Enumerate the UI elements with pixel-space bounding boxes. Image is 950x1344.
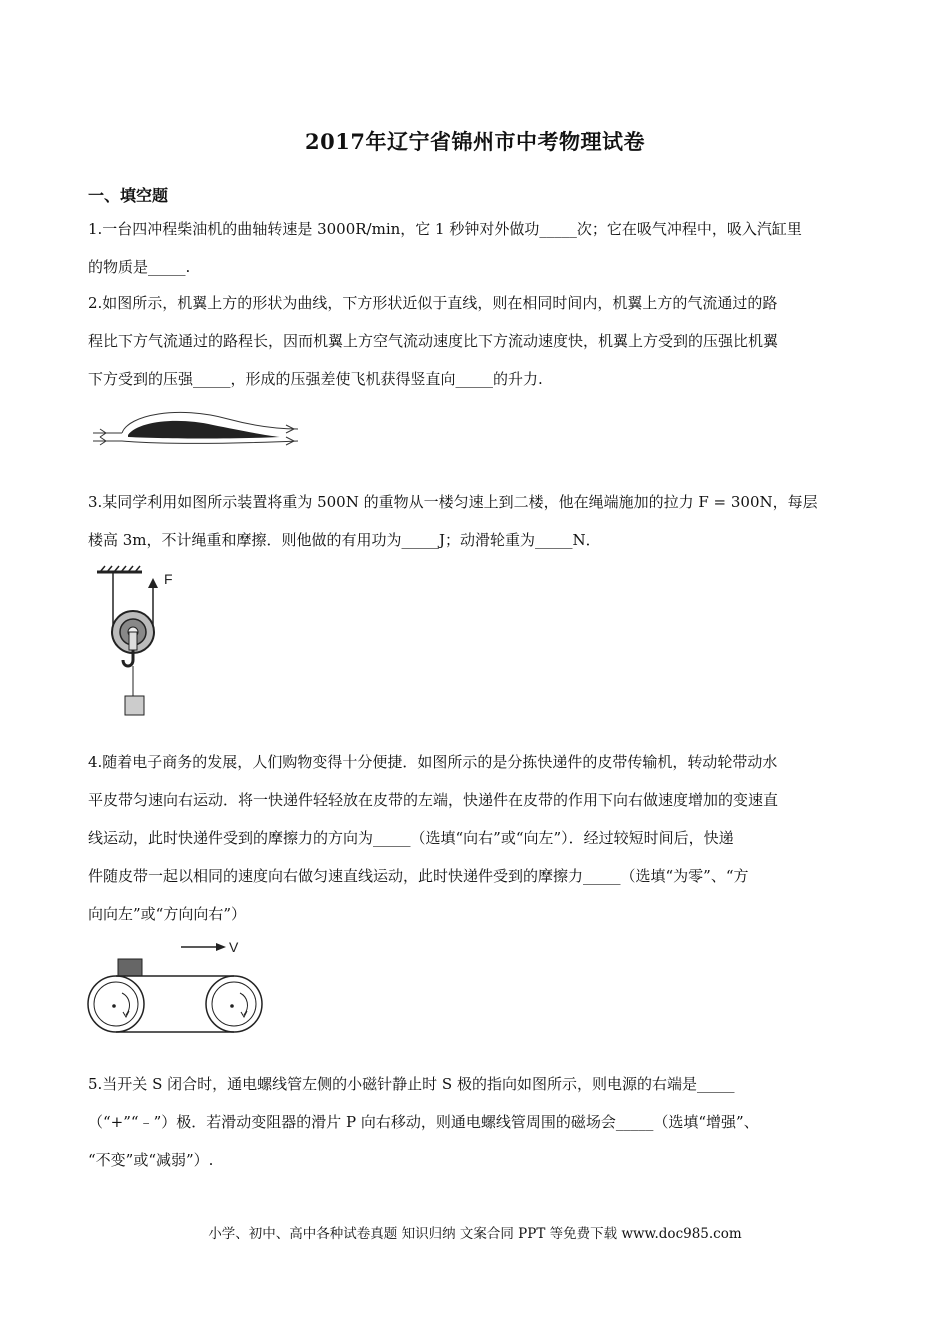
wing-shape xyxy=(128,421,280,439)
question-line: 的物质是_____. xyxy=(88,258,191,276)
question-line: 线运动，此时快递件受到的摩擦力的方向为_____（选填“向右”或“向左”）．经过较短时间后，快递 xyxy=(88,829,734,847)
question-line: 程比下方气流通过的路程长，因而机翼上方空气流动速度比下方流动速度快，机翼上方受到的压强比机翼 xyxy=(88,332,779,350)
question-line: 楼高 3m，不计绳重和摩擦．则他做的有用功为_____J；动滑轮重为_____N． xyxy=(88,531,601,549)
question-line: 下方受到的压强_____，形成的压强差使飞机获得竖直向_____的升力. xyxy=(88,370,543,388)
question-line: 4.随着电子商务的发展，人们购物变得十分便捷．如图所示的是分拣快递件的皮带传输机，转动轮带动水 xyxy=(88,753,778,771)
weight-block xyxy=(125,696,144,715)
question-1 xyxy=(88,210,863,286)
question-line: 2.如图所示，机翼上方的形状为曲线，下方形状近似于直线，则在相同时间内，机翼上方的气流通过的路 xyxy=(88,294,778,312)
conveyor-belt-figure xyxy=(86,935,266,1035)
question-line: 平皮带匀速向右运动．将一快递件轻轻放在皮带的左端，快递件在皮带的作用下向右做速度增加的变速直 xyxy=(88,791,779,809)
package-block xyxy=(118,959,142,976)
question-line: 向向左”或“方向向右”） xyxy=(88,905,247,923)
pulley-figure xyxy=(92,562,187,722)
question-2 xyxy=(88,284,863,398)
section-heading: 一、填空题 xyxy=(88,186,169,205)
force-label: F xyxy=(164,571,173,587)
question-4 xyxy=(88,743,863,933)
question-line: 1.一台四冲程柴油机的曲轴转速是 3000R/min，它 1 秒钟对外做功_____次；它在吸气冲程中，吸入汽缸里 xyxy=(88,220,802,238)
velocity-label: V xyxy=(229,939,239,955)
wing-airflow-figure xyxy=(88,405,303,455)
page-footer: 小学、初中、高中各种试卷真题 知识归纳 文案合同 PPT 等免费下载 www.doc985.com xyxy=(208,1226,742,1242)
question-line: 件随皮带一起以相同的速度向右做匀速直线运动，此时快递件受到的摩擦力_____（选填“为零”、“方 xyxy=(88,867,749,885)
question-line: （“+”“﹣”）极．若滑动变阻器的滑片 P 向右移动，则通电螺线管周围的磁场会_____（选填“增强”、 xyxy=(88,1113,759,1131)
question-line: 5.当开关 S 闭合时，通电螺线管左侧的小磁针静止时 S 极的指向如图所示，则电源的右端是_____ xyxy=(88,1075,735,1093)
question-line: “不变”或“减弱”）. xyxy=(88,1151,214,1169)
question-line: 3.某同学利用如图所示装置将重为 500N 的重物从一楼匀速上到二楼，他在绳端施加的拉力 F = 300N，每层 xyxy=(88,493,818,511)
question-5 xyxy=(88,1065,863,1179)
question-3 xyxy=(88,483,863,559)
page-title: 2017年辽宁省锦州市中考物理试卷 xyxy=(305,129,645,154)
